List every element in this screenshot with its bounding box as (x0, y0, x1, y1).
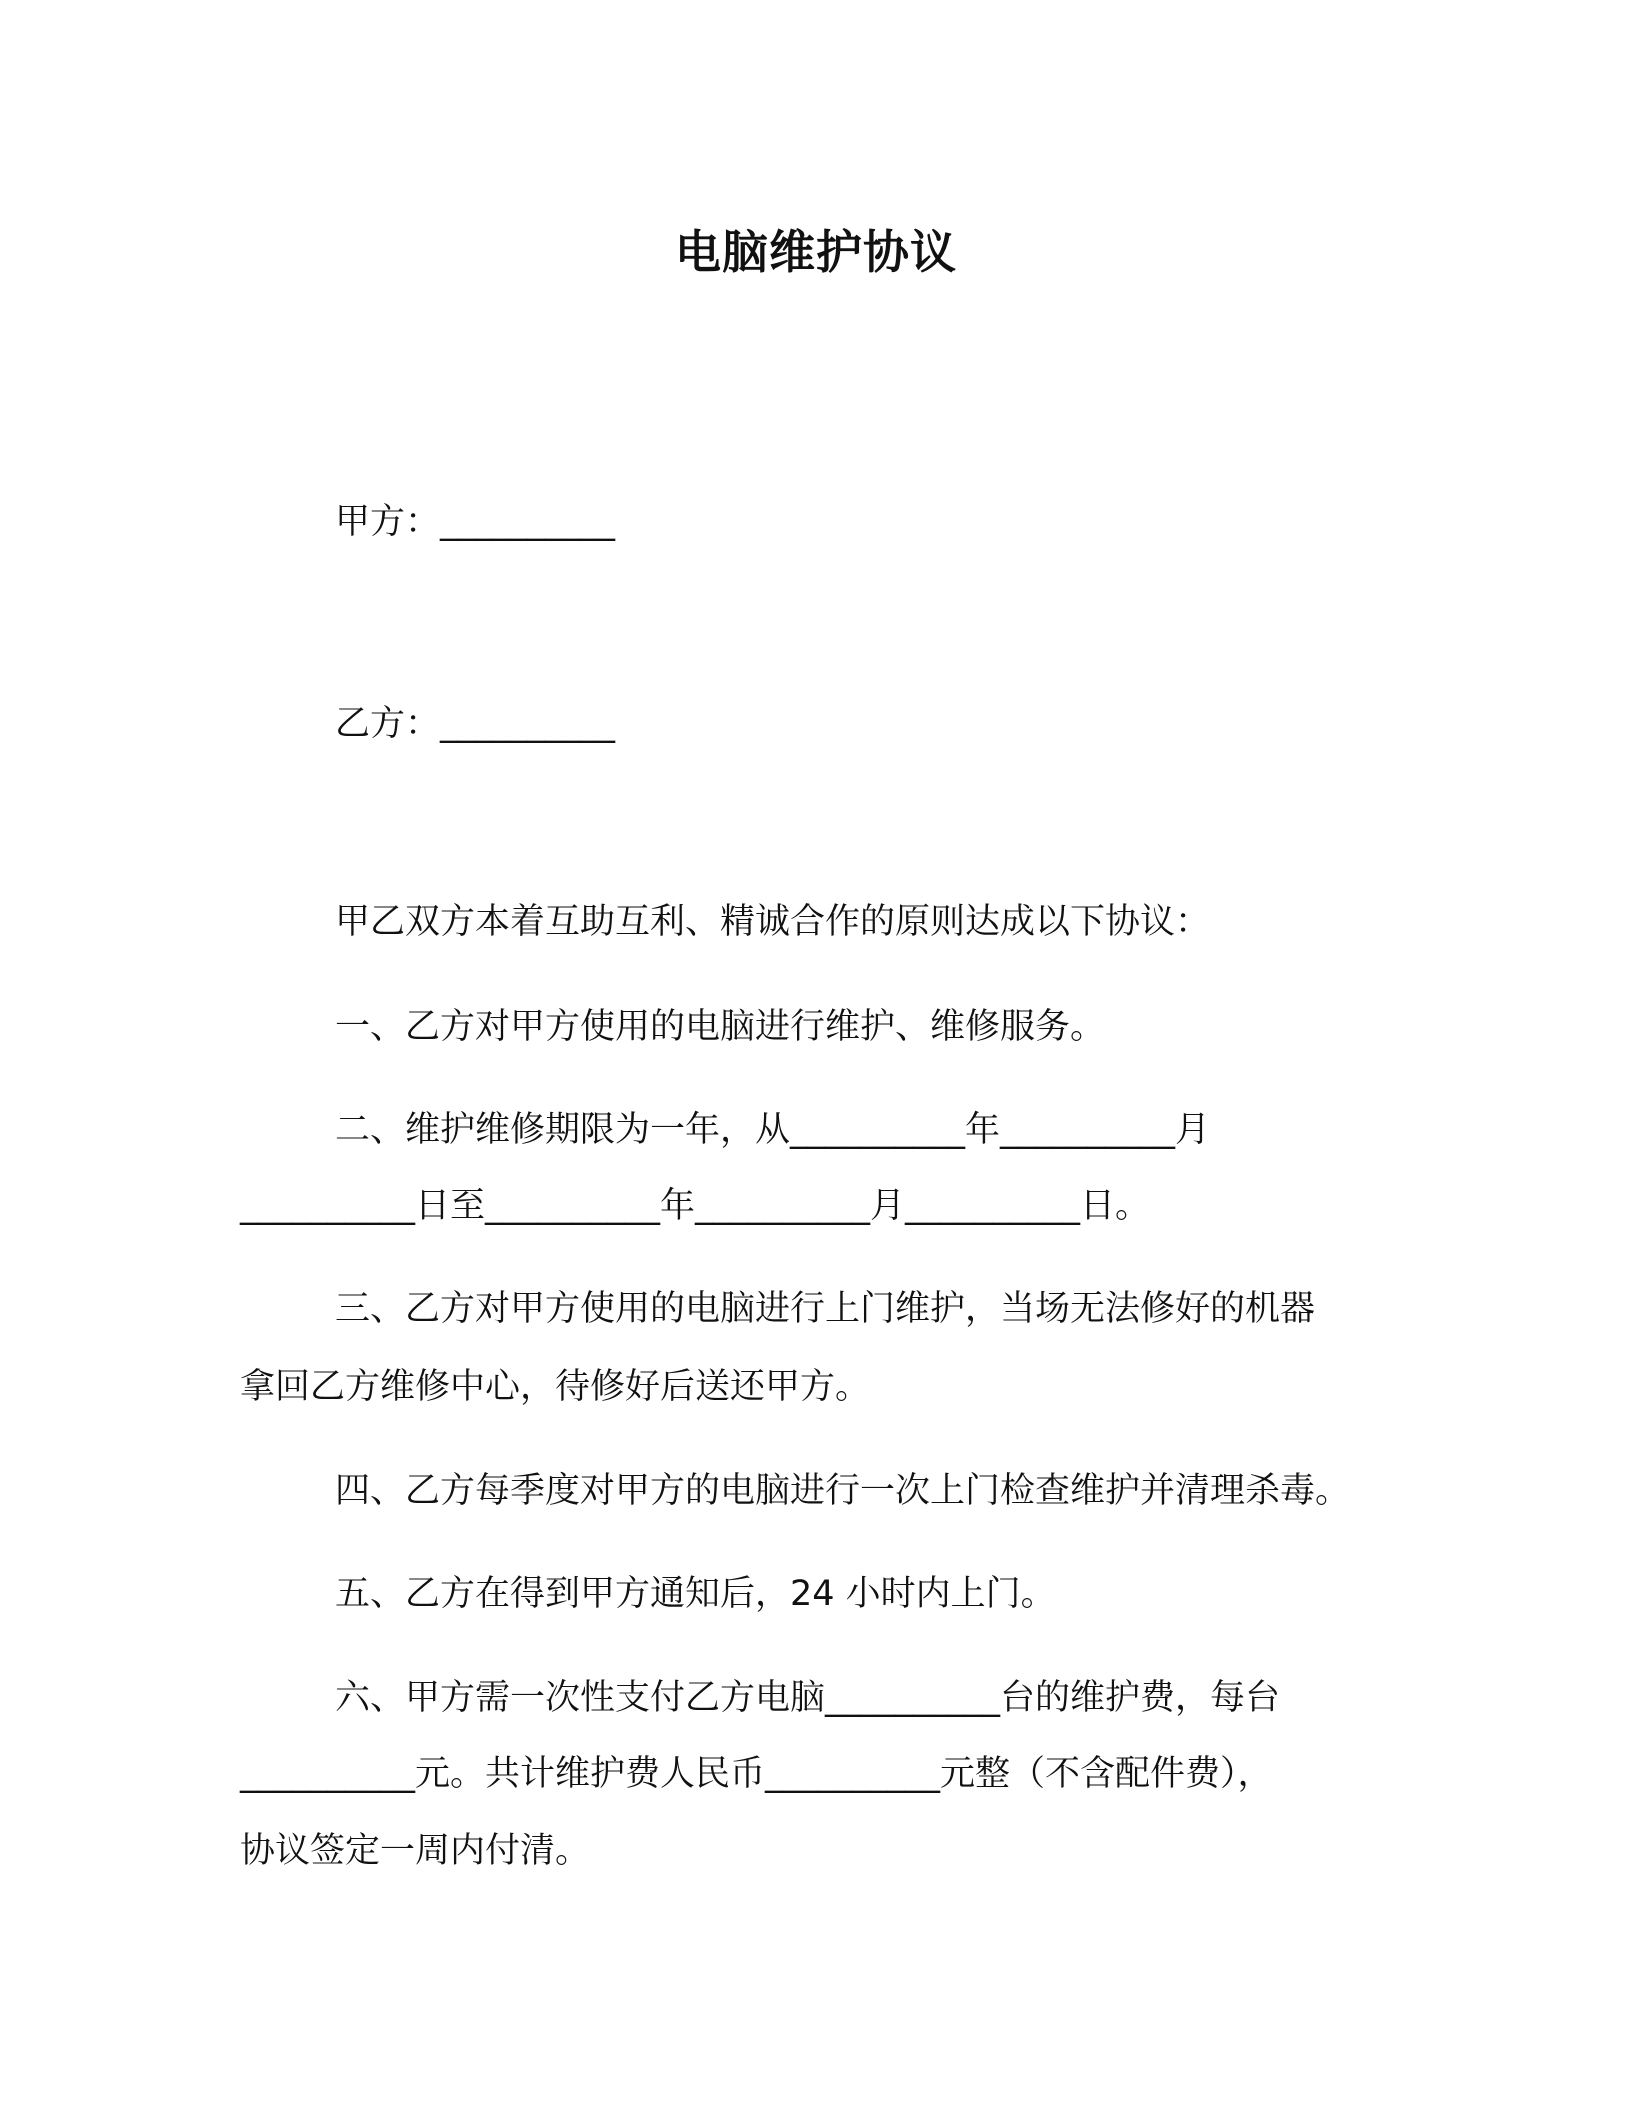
clause-4: 四、乙方每季度对甲方的电脑进行一次上门检查维护并清理杀毒。 (335, 1471, 1351, 1511)
clause-6-line-2: __________元。共计维护费人民币__________元整（不含配件费）， (240, 1754, 1273, 1794)
clause-6-line-1: 六、甲方需一次性支付乙方电脑__________台的维护费，每台 (335, 1678, 1281, 1718)
document-title: 电脑维护协议 (675, 225, 957, 279)
party-b-line: 乙方：__________ (335, 704, 616, 744)
intro-paragraph: 甲乙双方本着互助互利、精诚合作的原则达成以下协议： (335, 902, 1211, 942)
clause-2-line-1: 二、维护维修期限为一年，从__________年__________月 (335, 1110, 1211, 1150)
party-a-line: 甲方：__________ (335, 502, 616, 542)
clause-6-line-3: 协议签定一周内付清。 (240, 1831, 591, 1871)
clause-2-line-2: __________日至__________年__________月__________日。 (240, 1186, 1151, 1226)
clause-1: 一、乙方对甲方使用的电脑进行维护、维修服务。 (335, 1007, 1106, 1047)
clause-3-line-2: 拿回乙方维修中心，待修好后送还甲方。 (240, 1367, 871, 1407)
clause-3-line-1: 三、乙方对甲方使用的电脑进行上门维护，当场无法修好的机器 (335, 1289, 1316, 1329)
clause-5: 五、乙方在得到甲方通知后，24 小时内上门。 (335, 1574, 1056, 1614)
